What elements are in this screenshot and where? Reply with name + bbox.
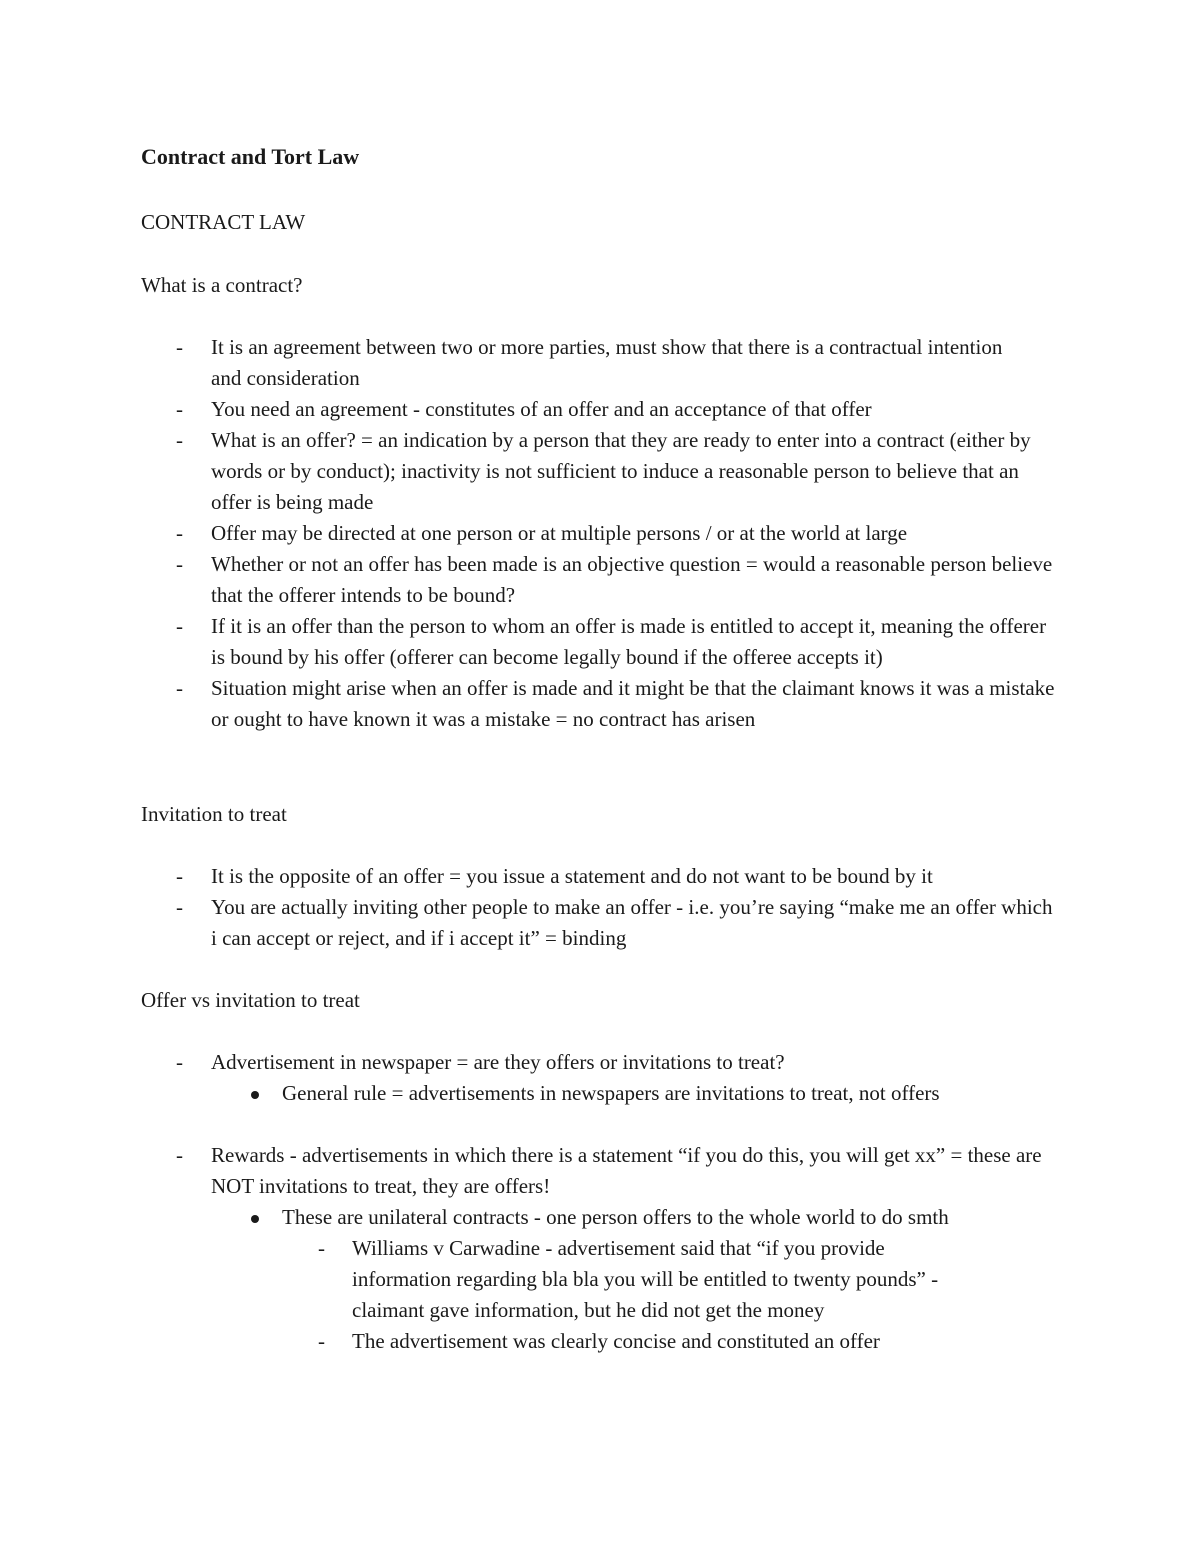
list-item-text: Situation might arise when an offer is made and it might be that the claimant knows it was a mistake or ought to have known it was a mistake = no contract has arisen	[211, 676, 1055, 731]
list-item-text: You are actually inviting other people to make an offer - i.e. you’re saying “make me an offer which i can accept or reject, and if i accept it” = binding	[211, 895, 1053, 950]
bullet-dot	[251, 1091, 259, 1099]
dash-marker: -	[176, 614, 183, 638]
bullet-item-text: These are unilateral contracts - one person offers to the whole world to do smth	[282, 1205, 949, 1229]
dash-marker: -	[318, 1329, 325, 1353]
list-item	[0, 425, 1061, 518]
subheading-offer-vs-invitation: Offer vs invitation to treat	[141, 988, 360, 1012]
dash-marker: -	[176, 1050, 183, 1074]
nested-dash-list	[282, 1233, 982, 1357]
list-item-text: What is an offer? = an indication by a person that they are ready to enter into a contract (either by words or by conduct); inactivity is not sufficient to induce a reasonable person to believe that an offer is being made	[211, 428, 1031, 514]
sub-item	[282, 1233, 982, 1326]
list-item	[0, 1047, 1061, 1140]
list-item	[0, 549, 1061, 611]
list-item-text: It is an agreement between two or more parties, must show that there is a contractual intention and consideration	[211, 335, 1003, 390]
sub-item-text: The advertisement was clearly concise and constituted an offer	[352, 1329, 880, 1353]
subheading-what-is-contract: What is a contract?	[141, 273, 303, 297]
nested-bullet-list	[211, 1202, 1061, 1357]
sub-item-text: Williams v Carwadine - advertisement said that “if you provide information regarding bla bla you will be entitled to twenty pounds” - claimant gave information, but he did not get the money	[352, 1236, 939, 1322]
list-item	[0, 332, 1031, 394]
list-item	[0, 394, 1031, 425]
list-item	[0, 892, 1061, 954]
dash-marker: -	[176, 1143, 183, 1167]
spacer	[211, 1109, 1061, 1140]
sub-item	[282, 1326, 982, 1357]
offer-vs-invitation-list	[0, 1047, 1060, 1357]
bullet-item	[211, 1078, 1061, 1109]
dash-marker: -	[176, 676, 183, 700]
list-item-text: Whether or not an offer has been made is an objective question = would a reasonable person believe that the offerer intends to be bound?	[211, 552, 1053, 607]
contract-list	[0, 332, 1060, 735]
dash-marker: -	[176, 335, 183, 359]
section-heading: CONTRACT LAW	[141, 210, 306, 234]
list-item	[0, 611, 1061, 673]
dash-marker: -	[176, 397, 183, 421]
invitation-list	[0, 861, 1060, 954]
subheading-invitation-to-treat: Invitation to treat	[141, 802, 287, 826]
nested-bullet-list	[211, 1078, 1061, 1109]
list-item-text: It is the opposite of an offer = you issue a statement and do not want to be bound by it	[211, 864, 933, 888]
dash-marker: -	[176, 428, 183, 452]
list-item	[0, 1140, 1061, 1357]
list-item	[0, 861, 1061, 892]
list-item	[0, 673, 1061, 735]
list-item-text: Offer may be directed at one person or at multiple persons / or at the world at large	[211, 521, 908, 545]
bullet-item	[211, 1202, 1061, 1357]
dash-marker: -	[176, 895, 183, 919]
list-item-text: You need an agreement - constitutes of an offer and an acceptance of that offer	[211, 397, 872, 421]
bullet-dot	[251, 1215, 259, 1223]
list-item	[0, 518, 1061, 549]
bullet-item-text: General rule = advertisements in newspapers are invitations to treat, not offers	[282, 1081, 940, 1105]
dash-marker: -	[176, 552, 183, 576]
document-title: Contract and Tort Law	[141, 144, 360, 169]
list-item-text: If it is an offer than the person to whom an offer is made is entitled to accept it, meaning the offerer is bound by his offer (offerer can become legally bound if the offeree accepts it)	[211, 614, 1047, 669]
dash-marker: -	[176, 521, 183, 545]
dash-marker: -	[176, 864, 183, 888]
list-item-text: Rewards - advertisements in which there is a statement “if you do this, you will get xx” = these are NOT invitations to treat, they are offers!	[211, 1143, 1042, 1198]
list-item-text: Advertisement in newspaper = are they offers or invitations to treat?	[211, 1050, 785, 1074]
dash-marker: -	[318, 1236, 325, 1260]
